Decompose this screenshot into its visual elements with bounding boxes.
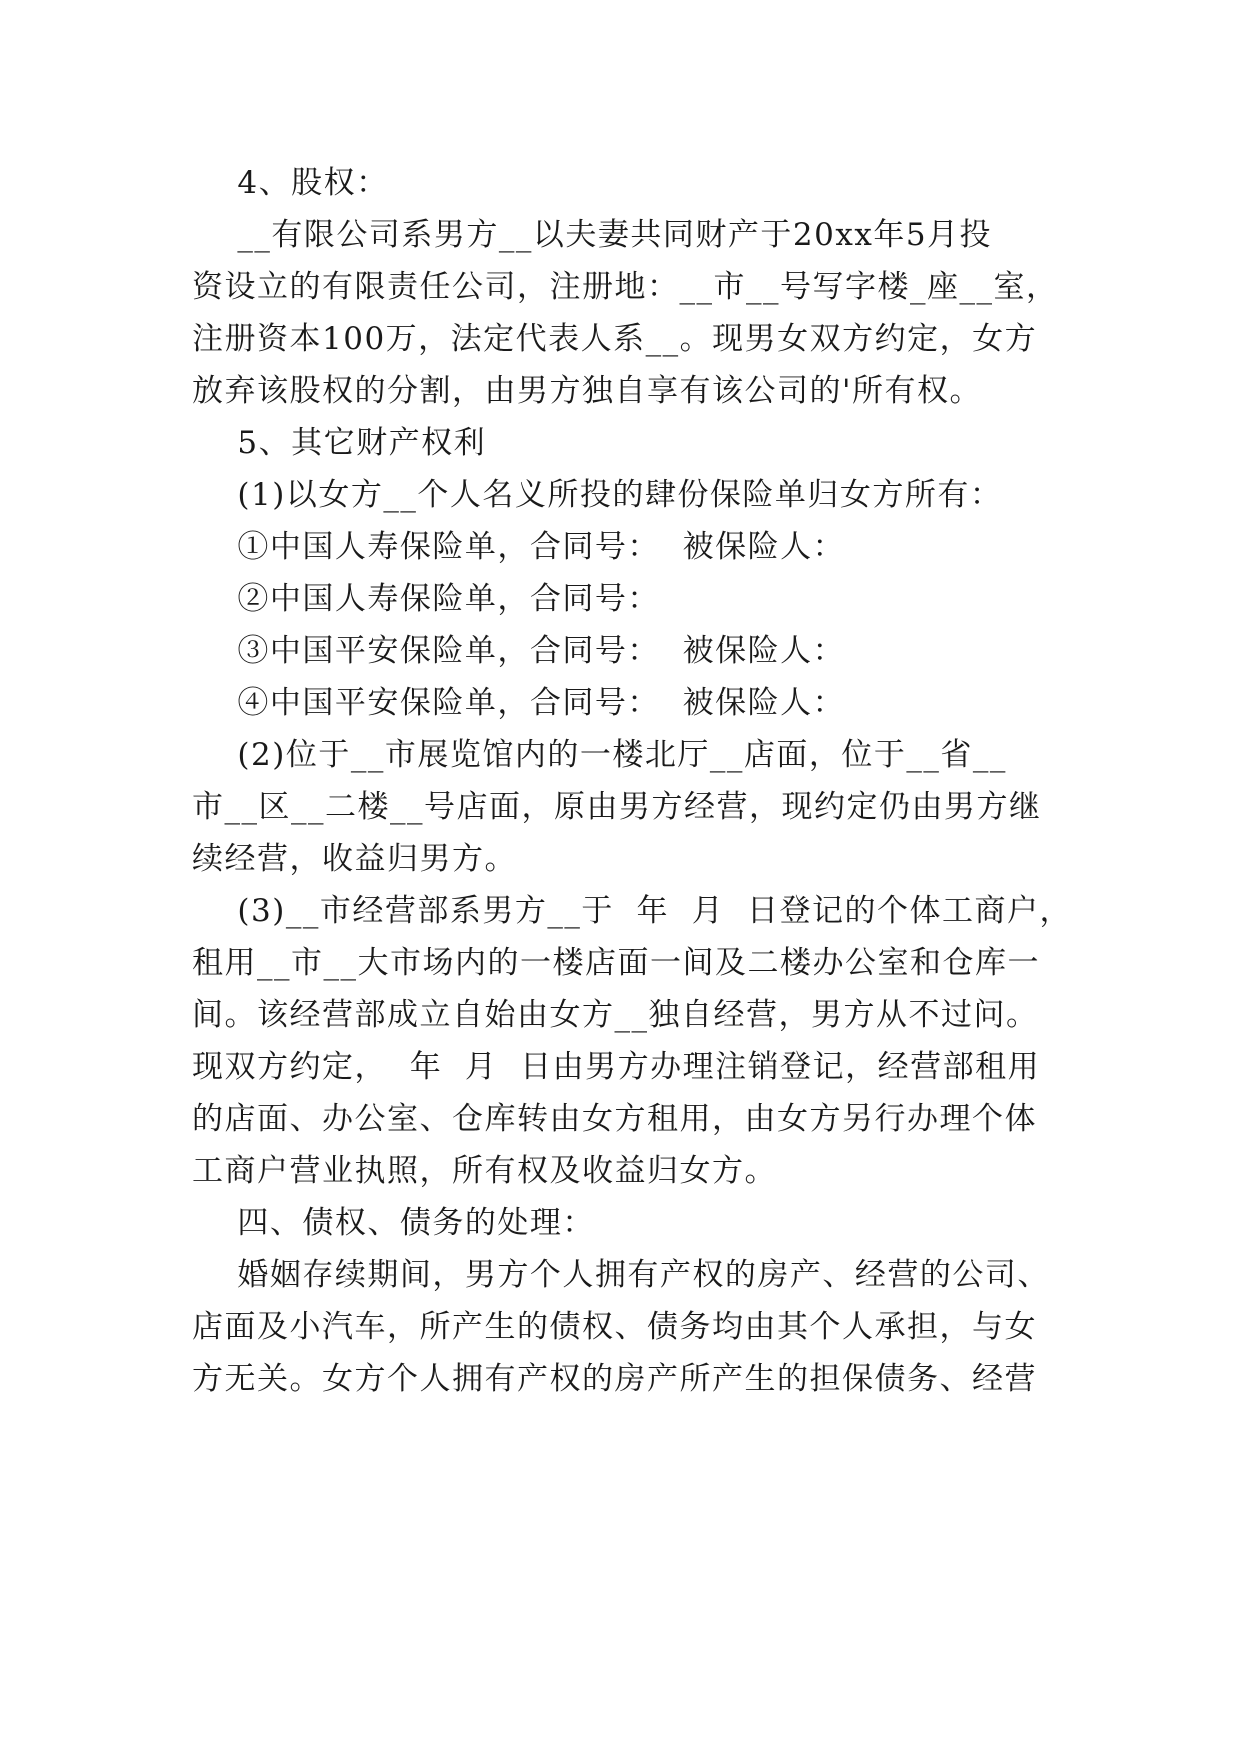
line-equity-p4: 放弃该股权的分割，由男方独自享有该公司的'所有权。 bbox=[192, 373, 983, 409]
line-equity-heading: 4、股权： bbox=[192, 165, 389, 201]
line-business-p4: 现双方约定， 年 月 日由男方办理注销登记，经营部租用 bbox=[192, 1049, 1041, 1085]
line-equity-p2: 资设立的有限责任公司，注册地：__市__号写字楼_座__室， bbox=[192, 269, 1059, 305]
line-insurance-intro: (1)以女方__个人名义所投的肆份保险单归女方所有： bbox=[192, 477, 1003, 513]
line-debt-p1: 婚姻存续期间，男方个人拥有产权的房产、经营的公司、 bbox=[192, 1257, 1050, 1293]
line-other-property-heading: 5、其它财产权利 bbox=[192, 425, 487, 461]
line-equity-p3: 注册资本100万，法定代表人系__。现男女双方约定，女方 bbox=[192, 321, 1038, 357]
line-debt-heading: 四、债权、债务的处理： bbox=[192, 1205, 595, 1241]
line-equity-p1: __有限公司系男方__以夫妻共同财产于20xx年5月投 bbox=[192, 217, 993, 253]
line-business-p1: (3)__市经营部系男方__于 年 月 日登记的个体工商户， bbox=[192, 893, 1072, 929]
line-store-p2: 市__区__二楼__号店面，原由男方经营，现约定仍由男方继 bbox=[192, 789, 1042, 825]
line-business-p3: 间。该经营部成立自始由女方__独自经营，男方从不过问。 bbox=[192, 997, 1039, 1033]
line-debt-p3: 方无关。女方个人拥有产权的房产所产生的担保债务、经营 bbox=[192, 1361, 1037, 1397]
line-business-p6: 工商户营业执照，所有权及收益归女方。 bbox=[192, 1153, 777, 1189]
line-store-p3: 续经营，收益归男方。 bbox=[192, 841, 517, 877]
line-insurance-2: ②中国人寿保险单，合同号： bbox=[192, 581, 660, 617]
line-insurance-3: ③中国平安保险单，合同号： 被保险人： bbox=[192, 633, 846, 669]
line-debt-p2: 店面及小汽车，所产生的债权、债务均由其个人承担，与女 bbox=[192, 1309, 1037, 1345]
line-store-p1: (2)位于__市展览馆内的一楼北厅__店面，位于__省__ bbox=[192, 737, 1007, 773]
line-business-p2: 租用__市__大市场内的一楼店面一间及二楼办公室和仓库一 bbox=[192, 945, 1040, 981]
line-business-p5: 的店面、办公室、仓库转由女方租用，由女方另行办理个体 bbox=[192, 1101, 1037, 1137]
line-insurance-1: ①中国人寿保险单，合同号： 被保险人： bbox=[192, 529, 846, 565]
line-insurance-4: ④中国平安保险单，合同号： 被保险人： bbox=[192, 685, 846, 721]
